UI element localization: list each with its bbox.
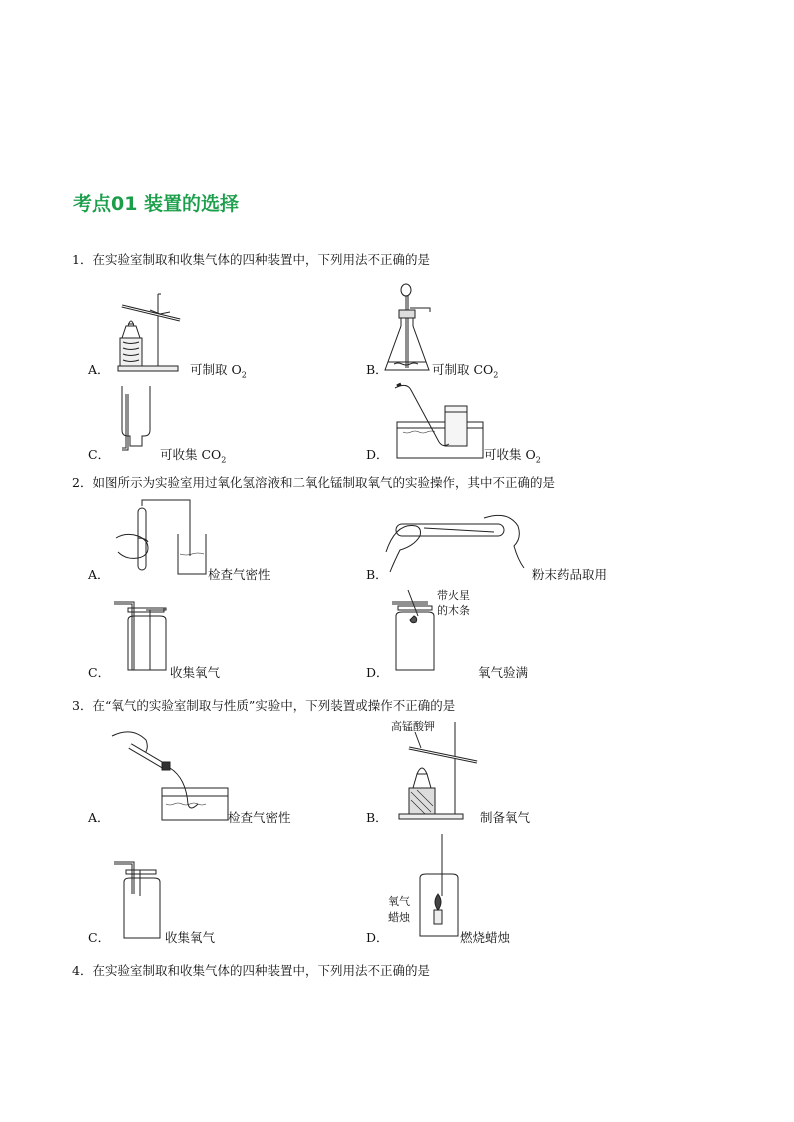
- question-number: 4．: [72, 963, 93, 978]
- q1-option-a-letter: A．: [88, 362, 110, 377]
- figure-airtight-check-hand: [114, 494, 214, 580]
- figure-water-trough: [395, 382, 485, 462]
- q3-option-d-letter: D．: [366, 930, 389, 945]
- q3-option-b-letter: B．: [366, 810, 388, 825]
- q2-option-c-letter: C．: [88, 665, 111, 680]
- q3-option-a-letter: A．: [88, 810, 110, 825]
- q3-option-c-caption: 收集氧气: [165, 930, 216, 945]
- question-text: 在实验室制取和收集气体的四种装置中，下列用法不正确的是: [92, 963, 430, 978]
- figure-inverted-bottle: [116, 384, 156, 464]
- q3-option-d-caption: 燃烧蜡烛: [460, 930, 511, 945]
- q3-d-label-oxygen: 氧气: [388, 895, 410, 908]
- figure-heating-apparatus: [108, 290, 188, 380]
- question-text: 在实验室制取和收集气体的四种装置中，下列用法不正确的是: [92, 252, 430, 267]
- q1-option-c-caption: 可收集 $CO_2$: [160, 447, 227, 465]
- q2-option-b-letter: B．: [366, 567, 388, 582]
- question-2: [72, 473, 555, 491]
- q3-option-c-letter: C．: [88, 930, 111, 945]
- figure-gas-bottle-short-tube: [112, 858, 162, 942]
- q2-option-d-caption: 氧气验满: [478, 665, 529, 680]
- q1-option-d-caption: 可收集 $O_2$: [484, 447, 541, 465]
- figure-oxygen-full-test: [390, 588, 440, 674]
- q3-d-label-candle: 蜡烛: [388, 911, 410, 924]
- q1-option-c-letter: C．: [88, 447, 111, 462]
- q3-option-a-caption: 检查气密性: [228, 810, 291, 825]
- section-heading: 考点01 装置的选择: [73, 193, 240, 215]
- question-number: 1．: [72, 252, 93, 267]
- q1-option-b-letter: B．: [366, 362, 388, 377]
- q2-option-d-letter: D．: [366, 665, 389, 680]
- figure-airtight-check-trough: [110, 726, 230, 824]
- q1-option-b-caption: 可制取 $CO_2$: [432, 362, 499, 380]
- figure-gas-bottle-collect: [112, 598, 172, 678]
- figure-candle-in-oxygen: [416, 832, 464, 942]
- question-1: [72, 250, 430, 268]
- question-text: 在“氧气的实验室制取与性质”实验中，下列装置或操作不正确的是: [92, 698, 456, 713]
- q3-b-label: 高锰酸钾: [391, 720, 435, 733]
- q2-d-label-line2: 的木条: [437, 604, 470, 617]
- figure-powder-transfer: [384, 512, 534, 574]
- q1-option-a-caption: 可制取 $O_2$: [190, 362, 247, 380]
- question-number: 3．: [72, 698, 93, 713]
- q1-option-d-letter: D．: [366, 447, 389, 462]
- question-3: [72, 696, 455, 714]
- question-number: 2．: [72, 475, 93, 490]
- q2-option-a-letter: A．: [88, 567, 110, 582]
- q2-option-c-caption: 收集氧气: [170, 665, 221, 680]
- q2-d-label-line1: 带火星: [437, 589, 470, 602]
- q2-option-a-caption: 检查气密性: [208, 567, 271, 582]
- question-4: [72, 961, 430, 979]
- question-text: 如图所示为实验室用过氧化氢溶液和二氧化锰制取氧气的实验操作，其中不正确的是: [92, 475, 555, 490]
- q3-option-b-caption: 制备氧气: [480, 810, 531, 825]
- q2-option-b-caption: 粉末药品取用: [532, 567, 608, 582]
